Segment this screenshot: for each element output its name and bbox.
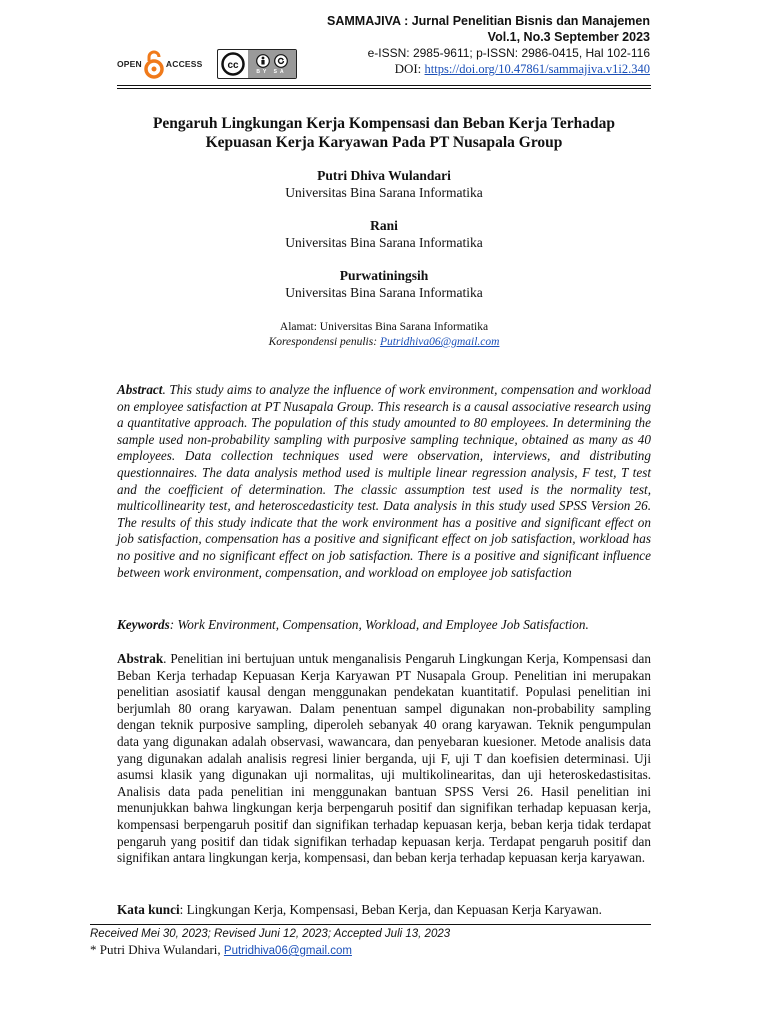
received-dates: Received Mei 30, 2023; Revised Juni 12, 2023; Accepted Juli 13, 2023 (90, 928, 451, 940)
abstrak-text: . Penelitian ini bertujuan untuk menganalisis Pengaruh Lingkungan Kerja, Kompensasi dan Beban Kerja terhadap Kepuasan Kerja Karyawan PT Nusapala Group. Penelitian ini merupakan penelitian asosiatif kausal dengan menggunakan pendekatan kuantitatif. Populasi penelitian ini berjumlah 80 orang karyawan. Dalam penentuan sampel digunakan non-probability sampling dengan teknik purposive sampling, diperoleh sebanyak 40 orang karyawan. Teknik pengumpulan data yang digunakan adalah observasi, wawancara, dan penyebaran kuesioner. Metode analisis data yang digunakan adalah analisis regresi linier berganda, uji F, uji T dan koefisien determinasi. Uji asumsi klasik yang digunakan uji normalitas, uji multikolinearitas, dan uji heteroskedastisitas. Analisis data pada penelitian ini menggunakan bantuan SPSS Versi 26. Hasil penelitian ini menunjukkan bahwa lingkungan kerja berpengaruh positif dan signifikan terhadap kepuasan kerja, kompensasi berpengaruh positif dan signifikan terhadap kepuasan kerja, beban kerja tidak terdapat pengaruh yang positif dan tidak signifikan terhadap kepuasan kerja. Terdapat pengaruh positif dan signifikan antara lingkungan kerja, kompensasi, dan beban kerja terhadap kepuasan kerja karyawan. (117, 651, 651, 866)
keywords-english (117, 617, 651, 634)
footnote-author: * Putri Dhiva Wulandari, (90, 942, 221, 957)
correspondence-email-link[interactable]: Putridhiva06@gmail.com (379, 336, 500, 348)
journal-name: SAMMAJIVA : Jurnal Penelitian Bisnis dan Manajemen (327, 14, 650, 28)
doi-label: DOI: (394, 61, 422, 76)
abstract-indonesian (117, 651, 651, 867)
paper-title-line-2: Kepuasan Kerja Karyawan Pada PT Nusapala Group (205, 134, 563, 151)
author-affiliation: Universitas Bina Sarana Informatika (285, 285, 483, 300)
author-name: Rani (370, 218, 398, 233)
correspondence-label: Korespondensi penulis: (268, 336, 378, 348)
kata-kunci-label: Kata kunci (117, 902, 180, 917)
journal-issn: e-ISSN: 2985-9611; p-ISSN: 2986-0415, Hal 102-116 (367, 46, 650, 60)
keywords-label: Keywords (117, 617, 170, 632)
creative-commons-badge (217, 49, 297, 79)
author-block (117, 167, 651, 201)
author-name: Putri Dhiva Wulandari (317, 168, 451, 183)
footnote-email-link[interactable]: Putridhiva06@gmail.com (223, 945, 352, 957)
abstrak-label: Abstrak (117, 651, 164, 666)
share-alike-icon (274, 54, 288, 68)
license-badge-text: BY SA (256, 68, 287, 75)
abstract-english (117, 382, 651, 581)
journal-header (327, 13, 650, 77)
paper-title (117, 114, 651, 152)
correspondence-line (117, 335, 651, 350)
header-logos (117, 48, 297, 80)
footnote-rule (90, 924, 651, 925)
author-affiliation: Universitas Bina Sarana Informatika (285, 235, 483, 250)
open-access-logo (117, 49, 203, 79)
author-list (117, 167, 651, 317)
header-rule-thin (117, 88, 651, 89)
keywords-indonesian (117, 902, 651, 919)
open-access-lock-icon (143, 49, 165, 79)
author-footnote (90, 942, 352, 959)
doi-line (327, 61, 650, 77)
keywords-text: : Work Environment, Compensation, Workload, and Employee Job Satisfaction. (169, 617, 589, 632)
author-affiliation: Universitas Bina Sarana Informatika (285, 185, 483, 200)
author-name: Purwatiningsih (339, 268, 429, 283)
address-line: Alamat: Universitas Bina Sarana Informatika (279, 321, 489, 333)
attribution-icon (256, 54, 270, 68)
paper-title-line-1: Pengaruh Lingkungan Kerja Kompensasi dan Beban Kerja Terhadap (152, 115, 616, 132)
author-block (117, 267, 651, 301)
svg-text:cc: cc (226, 60, 239, 71)
kata-kunci-text: : Lingkungan Kerja, Kompensasi, Beban Kerja, dan Kepuasan Kerja Karyawan. (179, 902, 602, 917)
doi-link[interactable]: https://doi.org/10.47861/sammajiva.v1i2.340 (424, 62, 650, 76)
open-access-left-text: OPEN (117, 59, 142, 69)
address-block (117, 320, 651, 350)
abstract-text: . This study aims to analyze the influence of work environment, compensation and workload on employee satisfaction at PT Nusapala Group. This research is a causal associative research using a quantitative approach. The population of this study amounted to 80 employees. In determining the sample used non-probability sampling with purposive sampling technique, obtained as many as 40 employees. Data collection techniques used were observation, interviews, and distributing questionnaires. The data analysis method used is multiple linear regression analysis, F test, T test and the coefficient of determination. The classic assumption test used is the normality test, multicollinearity test, and heteroscedasticity test. Data analysis in this study used SPSS Version 26. The results of this study indicate that the work environment has a positive and significant effect on job satisfaction, compensation has a positive and significant effect on job satisfaction, workload has no positive and no significant effect on job satisfaction. There is a positive and significant influence between work environment, compensation, and workload on employee job satisfaction (117, 382, 651, 580)
header-rule (117, 85, 651, 86)
abstract-label: Abstract (117, 382, 163, 397)
cc-icon (221, 52, 245, 76)
author-block (117, 217, 651, 251)
journal-volume: Vol.1, No.3 September 2023 (487, 30, 650, 44)
open-access-right-text: ACCESS (165, 59, 203, 69)
